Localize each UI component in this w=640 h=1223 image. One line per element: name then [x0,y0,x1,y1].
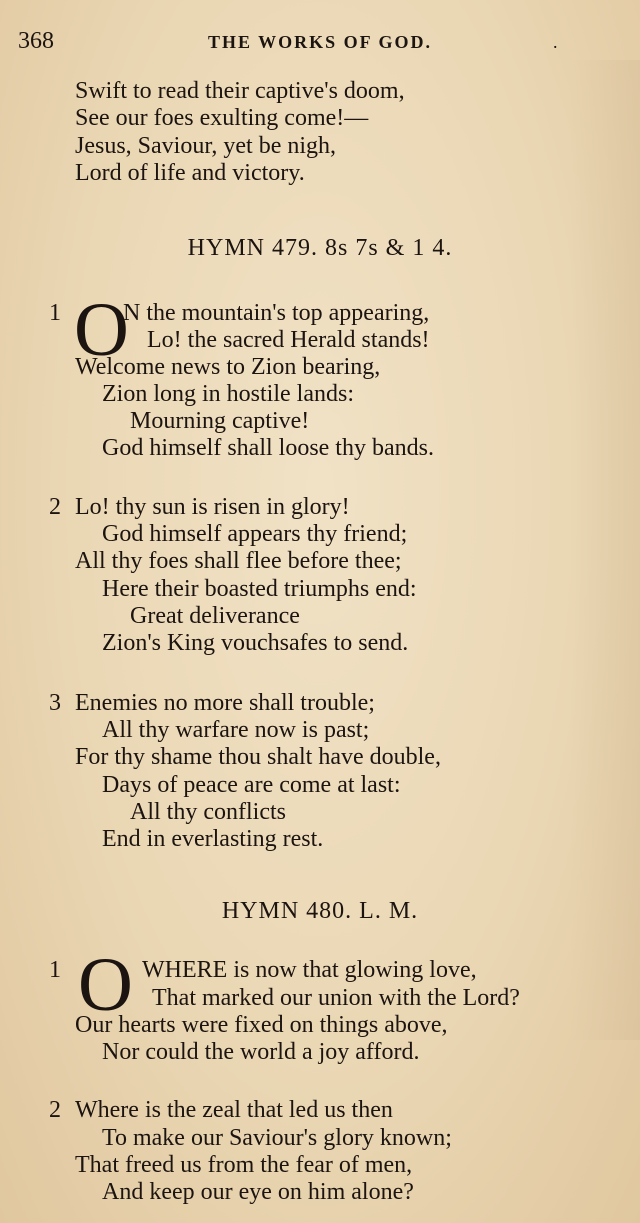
verse-line: All thy conflicts [130,799,286,825]
verse-line: N the mountain's top appearing, [123,300,430,326]
verse-line: All thy foes shall flee before thee; [75,548,402,574]
running-title: THE WORKS OF GOD. [207,32,433,52]
verse-line: End in everlasting rest. [102,826,324,852]
hymn-479-title: HYMN 479. 8s 7s & 1 4. [187,235,453,261]
drop-cap: O [74,288,129,372]
verse-line: Great deliverance [130,603,300,629]
prev-verse-line: Lord of life and victory. [75,160,305,186]
prev-verse-line: Jesus, Saviour, yet be nigh, [75,133,337,159]
verse-line: That marked our union with the Lord? [152,985,520,1011]
verse-line: Zion's King vouchsafes to send. [102,630,409,656]
page-number: 368 [18,28,54,54]
verse-number: 1 [49,957,61,983]
verse-line: Nor could the world a joy afford. [102,1039,420,1065]
verse-line: For thy shame thou shalt have double, [75,744,441,770]
verse-line: Mourning captive! [130,408,310,434]
verse-line: Zion long in hostile lands: [102,381,354,407]
drop-cap: O [78,943,133,1027]
verse-line: Here their boasted triumphs end: [102,576,417,602]
prev-verse-line: Swift to read their captive's doom, [75,78,405,104]
verse-line: Where is the zeal that led us then [75,1097,393,1123]
verse-line: That freed us from the fear of men, [75,1152,413,1178]
header-mark: . [553,32,558,52]
verse-line: God himself appears thy friend; [102,521,408,547]
show-through-shadow [570,60,640,1040]
verse-line: Lo! the sacred Herald stands! [147,327,430,353]
verse-number: 1 [49,300,61,326]
page-header [0,28,640,60]
prev-verse-line: See our foes exulting come!— [75,105,369,131]
verse-line: God himself shall loose thy bands. [102,435,434,461]
verse-line: To make our Saviour's glory known; [102,1125,452,1151]
verse-line: Days of peace are come at last: [102,772,401,798]
verse-line: All thy warfare now is past; [102,717,370,743]
verse-line: Welcome news to Zion bearing, [75,354,381,380]
verse-number: 3 [49,690,61,716]
verse-line: And keep our eye on him alone? [102,1179,414,1205]
verse-line: Enemies no more shall trouble; [75,690,375,716]
hymn-480-title: HYMN 480. L. M. [221,898,419,924]
verse-line: WHERE is now that glowing love, [142,957,477,983]
verse-number: 2 [49,494,61,520]
verse-number: 2 [49,1097,61,1123]
verse-line: Lo! thy sun is risen in glory! [75,494,350,520]
verse-line: Our hearts were fixed on things above, [75,1012,448,1038]
